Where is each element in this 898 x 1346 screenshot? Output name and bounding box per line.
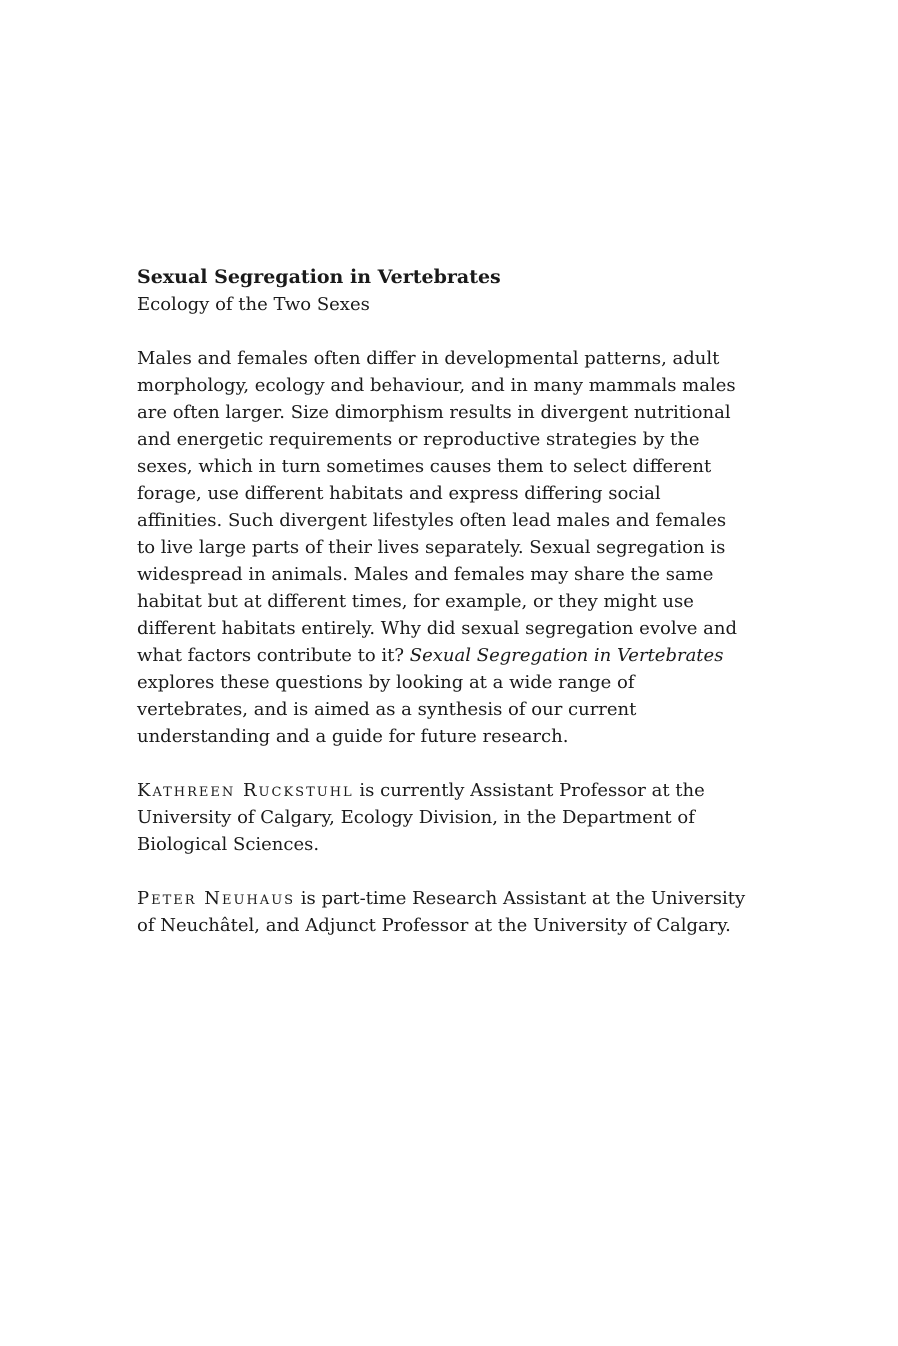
description-text-1: Males and females often differ in developmental patterns, adult morphology, ecology and behaviour, and in many mammals males are often larger. Size dimorphism results in divergent nutritional and energetic requirements or reproductive strategies by the sexes, which in turn sometimes causes them to select different forage, use different habitats and express differing social affinities. Such divergent lifestyles often lead males and females to live large parts of their lives separately. Sexual segregation is widespread in animals. Males and females may share the same habitat but at different times, for example, or they might use different habitats entirely. Why did sexual segregation evolve and what factors contribute to it?: [137, 348, 737, 666]
author-bio-2: [137, 885, 747, 939]
author-bio-text-1: is currently Assistant Professor at the University of Calgary, Ecology Division, in the Department of Biological Sciences.: [137, 780, 705, 855]
book-title: Sexual Segregation in Vertebrates: [137, 266, 501, 288]
author-bio-text-2: is part-time Research Assistant at the University of Neuchâtel, and Adjunct Professor at the University of Calgary.: [137, 888, 746, 936]
author-bio-1: [137, 777, 747, 858]
description-text-2: explores these questions by looking at a wide range of vertebrates, and is aimed as a synthesis of our current understanding and a guide for future research.: [137, 672, 637, 747]
spacer: [137, 318, 747, 345]
book-description: [137, 345, 747, 750]
book-blurb-page: [137, 264, 747, 939]
book-subtitle: Ecology of the Two Sexes: [137, 294, 370, 315]
spacer: [137, 750, 747, 777]
description-italic-title: Sexual Segregation in Vertebrates: [409, 645, 724, 666]
spacer: [137, 858, 747, 885]
author-name-2: Peter Neuhaus: [137, 888, 296, 909]
author-name-1: Kathreen Ruckstuhl: [137, 780, 354, 801]
